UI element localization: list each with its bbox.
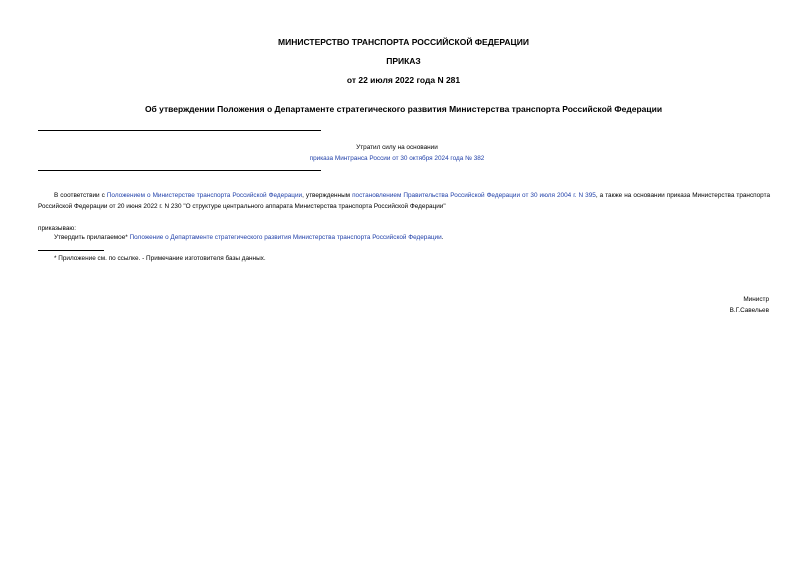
government-decree-link[interactable]: постановлением Правительства Российской Федерации от 30 июля 2004 г. N 395 [352,192,596,199]
footnote-text: * Приложение см. по ссылке. - Примечание изготовителя базы данных. [54,255,266,262]
status-note-text: Утратил силу на основании [356,144,438,151]
preamble-start: В соответствии с [54,192,107,199]
doc-type-heading: ПРИКАЗ [386,56,421,66]
status-divider-bottom [38,170,321,171]
department-regulation-link[interactable]: Положение о Департаменте стратегического развития Министерства транспорта Российской Федерации [129,234,442,241]
preamble-paragraph [38,190,770,212]
doc-title: Об утверждении Положения о Департаменте стратегического развития Министерства транспорта Российской Федерации [144,104,663,114]
signatory-name: В.Г.Савельев [729,307,769,314]
decree-word: приказываю: [38,225,76,232]
preamble-mid: , утвержденным [302,192,353,199]
approve-text: Утвердить прилагаемое* [54,234,130,241]
status-note-link-wrap [250,155,544,162]
ministry-heading: МИНИСТЕРСТВО ТРАНСПОРТА РОССИЙСКОЙ ФЕДЕРАЦИИ [278,37,529,47]
approve-line [54,234,443,241]
approve-end: . [441,234,444,241]
footnote-divider [38,250,104,251]
status-divider-top [38,130,321,131]
signatory-position: Министр [743,296,769,303]
ministry-regulation-link[interactable]: Положением о Министерстве транспорта Российской Федерации [106,192,303,199]
doc-date-number: от 22 июля 2022 года N 281 [346,75,461,85]
preamble-end: , а также на основании приказа Министерства транспорта Российской Федерации от 20 июня 2022 г. N 230 "О структуре центрального аппарата Министерства транспорта Российской Федерации" [38,192,770,210]
repeal-order-link[interactable]: приказа Минтранса России от 30 октября 2024 года № 382 [309,155,485,162]
